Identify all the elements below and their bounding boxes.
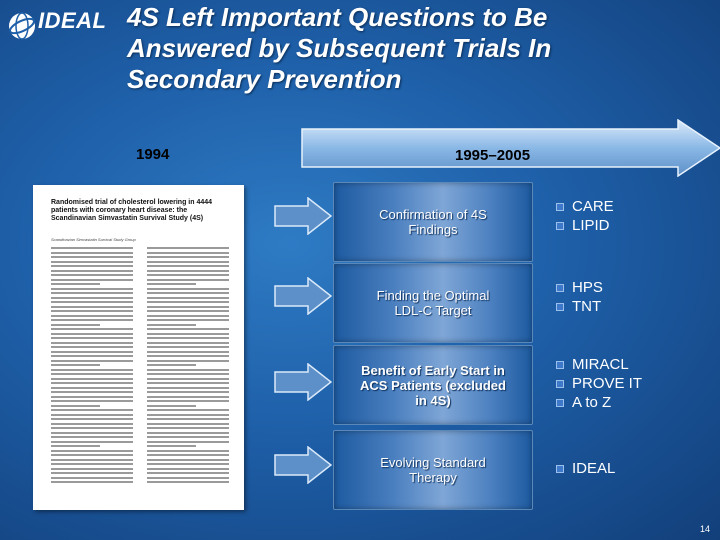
article-text-line <box>51 468 133 470</box>
article-text-line <box>147 450 229 452</box>
article-text-line <box>51 432 133 434</box>
row-box-label: Benefit of Early Start in ACS Patients (excluded in 4S) <box>360 362 506 408</box>
article-text-line <box>147 297 229 299</box>
article-text-line <box>147 391 229 393</box>
article-authors: Scandinavian Simvastatin Survival Study Group <box>51 237 136 242</box>
article-text-line <box>51 481 133 483</box>
article-text-line <box>147 292 229 294</box>
article-text-line <box>51 378 133 380</box>
article-text-line <box>51 279 133 281</box>
article-text-line <box>51 472 133 474</box>
article-text-line <box>147 418 229 420</box>
article-text-line <box>51 324 100 326</box>
bullet-square-icon <box>556 222 564 230</box>
article-text-line <box>147 270 229 272</box>
article-text-line <box>147 382 229 384</box>
trial-item: TNT <box>556 297 603 316</box>
title-line-1: 4S Left Important Questions to Be <box>127 2 548 32</box>
article-text-line <box>147 351 229 353</box>
article-text-line <box>147 459 229 461</box>
article-text-line <box>51 477 133 479</box>
article-text-line <box>51 297 133 299</box>
article-text-line <box>147 346 229 348</box>
article-text-line <box>51 342 133 344</box>
article-text-line <box>147 364 196 366</box>
article-text-line <box>147 400 229 402</box>
article-text-line <box>147 477 229 479</box>
article-text-line <box>51 355 133 357</box>
row-box-early-start <box>333 345 533 425</box>
article-text-line <box>51 418 133 420</box>
article-text-line <box>51 405 100 407</box>
article-text-line <box>51 369 133 371</box>
start-year-label: 1994 <box>136 146 170 163</box>
article-text-line <box>147 481 229 483</box>
article-text-line <box>147 409 229 411</box>
trial-item: LIPID <box>556 216 614 235</box>
trial-list-2 <box>556 278 603 316</box>
row-arrow-icon <box>274 277 332 315</box>
slide-title <box>127 2 707 95</box>
trial-item: A to Z <box>556 393 642 412</box>
article-text-line <box>147 306 229 308</box>
article-text-line <box>147 328 229 330</box>
row-arrow-icon <box>274 363 332 401</box>
title-line-2: Answered by Subsequent Trials In <box>127 33 552 63</box>
article-text-line <box>147 360 229 362</box>
article-text-line <box>147 373 229 375</box>
article-text-line <box>51 252 133 254</box>
article-text-line <box>51 423 133 425</box>
article-text-line <box>51 427 133 429</box>
article-text-line <box>51 373 133 375</box>
article-text-line <box>51 315 133 317</box>
article-text-line <box>147 265 229 267</box>
article-text-line <box>51 414 133 416</box>
article-title: Randomised trial of cholesterol lowering in 4444 patients with coronary heart disease: the Scandinavian Simvastatin Survival Study (4S) <box>51 199 213 222</box>
article-text-line <box>51 306 133 308</box>
row-box-ldl-target <box>333 263 533 343</box>
trial-item: PROVE IT <box>556 374 642 393</box>
article-text-line <box>51 396 133 398</box>
journal-article-image <box>33 185 244 510</box>
row-arrow-icon <box>274 197 332 235</box>
row-box-standard-therapy <box>333 430 533 510</box>
article-text-line <box>147 283 196 285</box>
article-text-line <box>147 319 229 321</box>
article-text-line <box>147 342 229 344</box>
article-text-line <box>147 441 229 443</box>
bullet-square-icon <box>556 465 564 473</box>
article-text-line <box>147 432 229 434</box>
article-text-line <box>147 414 229 416</box>
article-text-line <box>51 454 133 456</box>
article-text-line <box>147 472 229 474</box>
article-text-line <box>51 274 133 276</box>
article-text-line <box>51 391 133 393</box>
article-text-line <box>51 319 133 321</box>
article-text-line <box>51 310 133 312</box>
article-text-line <box>147 279 229 281</box>
article-text-line <box>147 445 196 447</box>
bullet-square-icon <box>556 203 564 211</box>
article-text-line <box>147 288 229 290</box>
article-text-line <box>147 396 229 398</box>
article-text-line <box>51 450 133 452</box>
article-text-line <box>51 445 100 447</box>
article-text-line <box>51 400 133 402</box>
article-text-line <box>51 256 133 258</box>
article-text-line <box>147 387 229 389</box>
article-text-line <box>51 360 133 362</box>
bullet-square-icon <box>556 361 564 369</box>
trial-item: HPS <box>556 278 603 297</box>
article-text-line <box>51 265 133 267</box>
article-text-line <box>51 387 133 389</box>
article-text-line <box>51 333 133 335</box>
row-box-label: Evolving Standard Therapy <box>380 455 486 485</box>
article-text-line <box>51 261 133 263</box>
logo-text: IDEAL <box>38 8 107 33</box>
article-text-line <box>51 270 133 272</box>
article-text-line <box>147 301 229 303</box>
trial-item: MIRACL <box>556 355 642 374</box>
article-text-line <box>51 459 133 461</box>
article-text-line <box>147 454 229 456</box>
article-text-line <box>147 256 229 258</box>
article-text-line <box>147 337 229 339</box>
article-text-line <box>147 436 229 438</box>
bullet-square-icon <box>556 303 564 311</box>
article-text-line <box>51 328 133 330</box>
article-text-line <box>147 274 229 276</box>
article-text-line <box>51 292 133 294</box>
article-text-line <box>51 346 133 348</box>
article-text-line <box>147 252 229 254</box>
article-text-line <box>147 247 229 249</box>
article-text-line <box>51 436 133 438</box>
trial-list-3 <box>556 355 642 412</box>
article-text-line <box>51 382 133 384</box>
article-text-line <box>147 324 196 326</box>
article-text-line <box>147 315 229 317</box>
page-number: 14 <box>699 524 710 534</box>
row-box-confirmation <box>333 182 533 262</box>
article-text-line <box>147 405 196 407</box>
bullet-square-icon <box>556 380 564 388</box>
article-text-line <box>51 463 133 465</box>
article-text-line <box>51 301 133 303</box>
row-box-label: Confirmation of 4S Findings <box>379 207 487 237</box>
article-text-line <box>147 261 229 263</box>
article-text-line <box>147 378 229 380</box>
row-box-label: Finding the Optimal LDL-C Target <box>376 288 490 318</box>
article-text-line <box>51 247 133 249</box>
article-text-line <box>147 423 229 425</box>
article-text-line <box>51 364 100 366</box>
article-text-line <box>147 369 229 371</box>
article-text-line <box>51 441 133 443</box>
article-text-line <box>147 427 229 429</box>
article-text-line <box>51 337 133 339</box>
trial-item: IDEAL <box>556 459 615 478</box>
trial-list-4 <box>556 459 615 478</box>
row-arrow-icon <box>274 446 332 484</box>
article-text-line <box>147 468 229 470</box>
article-text-line <box>51 283 100 285</box>
article-text-line <box>147 310 229 312</box>
article-text-line <box>147 463 229 465</box>
bullet-square-icon <box>556 399 564 407</box>
trial-list-1 <box>556 197 614 235</box>
article-text-line <box>51 409 133 411</box>
article-text-line <box>51 351 133 353</box>
article-text-line <box>147 333 229 335</box>
trial-item: CARE <box>556 197 614 216</box>
title-line-3: Secondary Prevention <box>127 64 402 94</box>
article-text-line <box>51 288 133 290</box>
bullet-square-icon <box>556 284 564 292</box>
article-text-line <box>147 355 229 357</box>
range-year-label: 1995–2005 <box>455 147 531 164</box>
